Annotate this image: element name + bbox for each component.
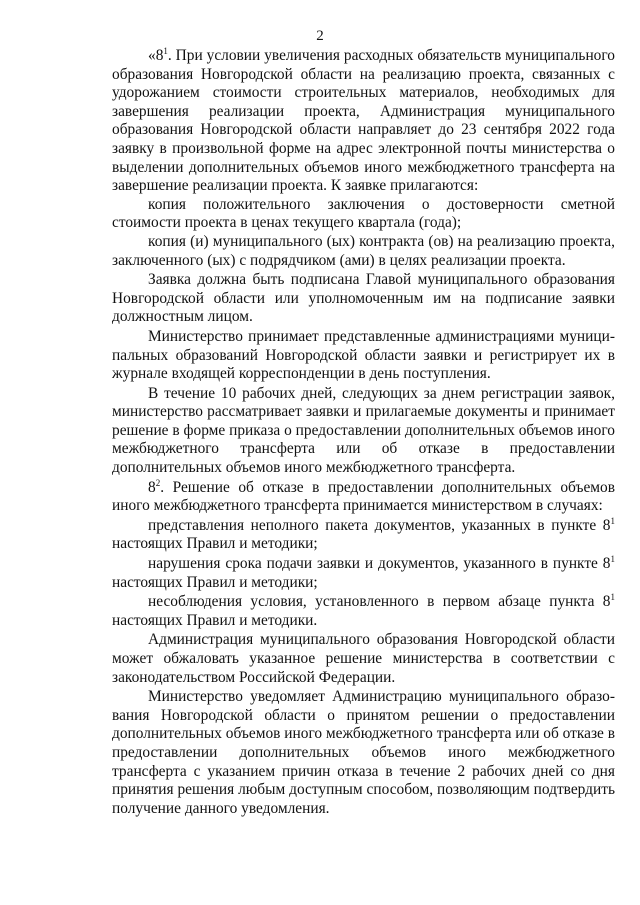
paragraph-signature-requirement: Заявка должна быть подписана Главой муниципального образования Новгородской области или уполномоченным им на подписание заявки должностным лицом. [112, 271, 615, 326]
document-body [112, 47, 615, 818]
paragraph-notification: Министерство уведомляет Администрацию муниципального образо-вания Новгородской области о принятом решении о предоставлении дополнительных объемов иного межбюджетного трансферта или об отказе в предоставлении дополнительных объемов иного межбюджетного трансферта с указанием причин отказа в течение 2 рабочих дней со дня принятия решения любым доступным способом, позволяющим подтвердить получение данного уведомления. [112, 688, 615, 817]
paragraph-8-1: «$8^1$. При условии увеличения расходных обязательств муниципального образования Новгородской области на реализацию проекта, связанных с удорожанием стоимости строительных материалов, необходимых для завершения реализации проекта, Администрация муниципального образования Новгородской области направляет до 23 сентября 2022 года заявку в произвольной форме на адрес электронной почты министерства о выделении дополнительных объемов иного межбюджетного трансферта на завершение реализации проекта. К заявке прилагаются: [112, 46, 615, 195]
paragraph-registration: Министерство принимает представленные администрациями муници-пальных образований Новгородской области заявки и регистрирует их в журнале входящей корреспонденции в день поступления. [112, 327, 615, 383]
paragraph-refusal-deadline: нарушения срока подачи заявки и документов, указанного в пункте $8^1$ настоящих Правил и методики; [112, 554, 615, 591]
page-number: 2 [316, 28, 324, 44]
paragraph-refusal-condition: несоблюдения условия, установленного в первом абзаце пункта $8^1$ настоящих Правил и методики. [112, 592, 615, 629]
paragraph-attachment-contract: копия (и) муниципального (ых) контракта (ов) на реализацию проекта, заключенного (ых) с подрядчиком (ами) в целях реализации проекта. [112, 232, 615, 269]
paragraph-attachment-estimate: копия положительного заключения о достоверности сметной стоимости проекта в ценах текущего квартала (года); [112, 195, 615, 232]
paragraph-review-period: В течение 10 рабочих дней, следующих за днем регистрации заявок, министерство рассматривает заявки и прилагаемые документы и принимает решение в форме приказа о предоставлении дополнительных объемов иного межбюджетного трансферта или об отказе в предоставлении дополнительных объемов иного межбюджетного трансферта. [112, 384, 615, 477]
paragraph-appeal: Администрация муниципального образования Новгородской области может обжаловать указанное решение министерства в соответствии с законодательством Российской Федерации. [112, 631, 615, 686]
paragraph-refusal-incomplete: представления неполного пакета документов, указанных в пункте $8^1$ настоящих Правил и методики; [112, 515, 615, 553]
paragraph-8-2: $8^2$. Решение об отказе в предоставлении дополнительных объемов иного межбюджетного трансферта принимается министерством в случаях: [112, 477, 615, 515]
